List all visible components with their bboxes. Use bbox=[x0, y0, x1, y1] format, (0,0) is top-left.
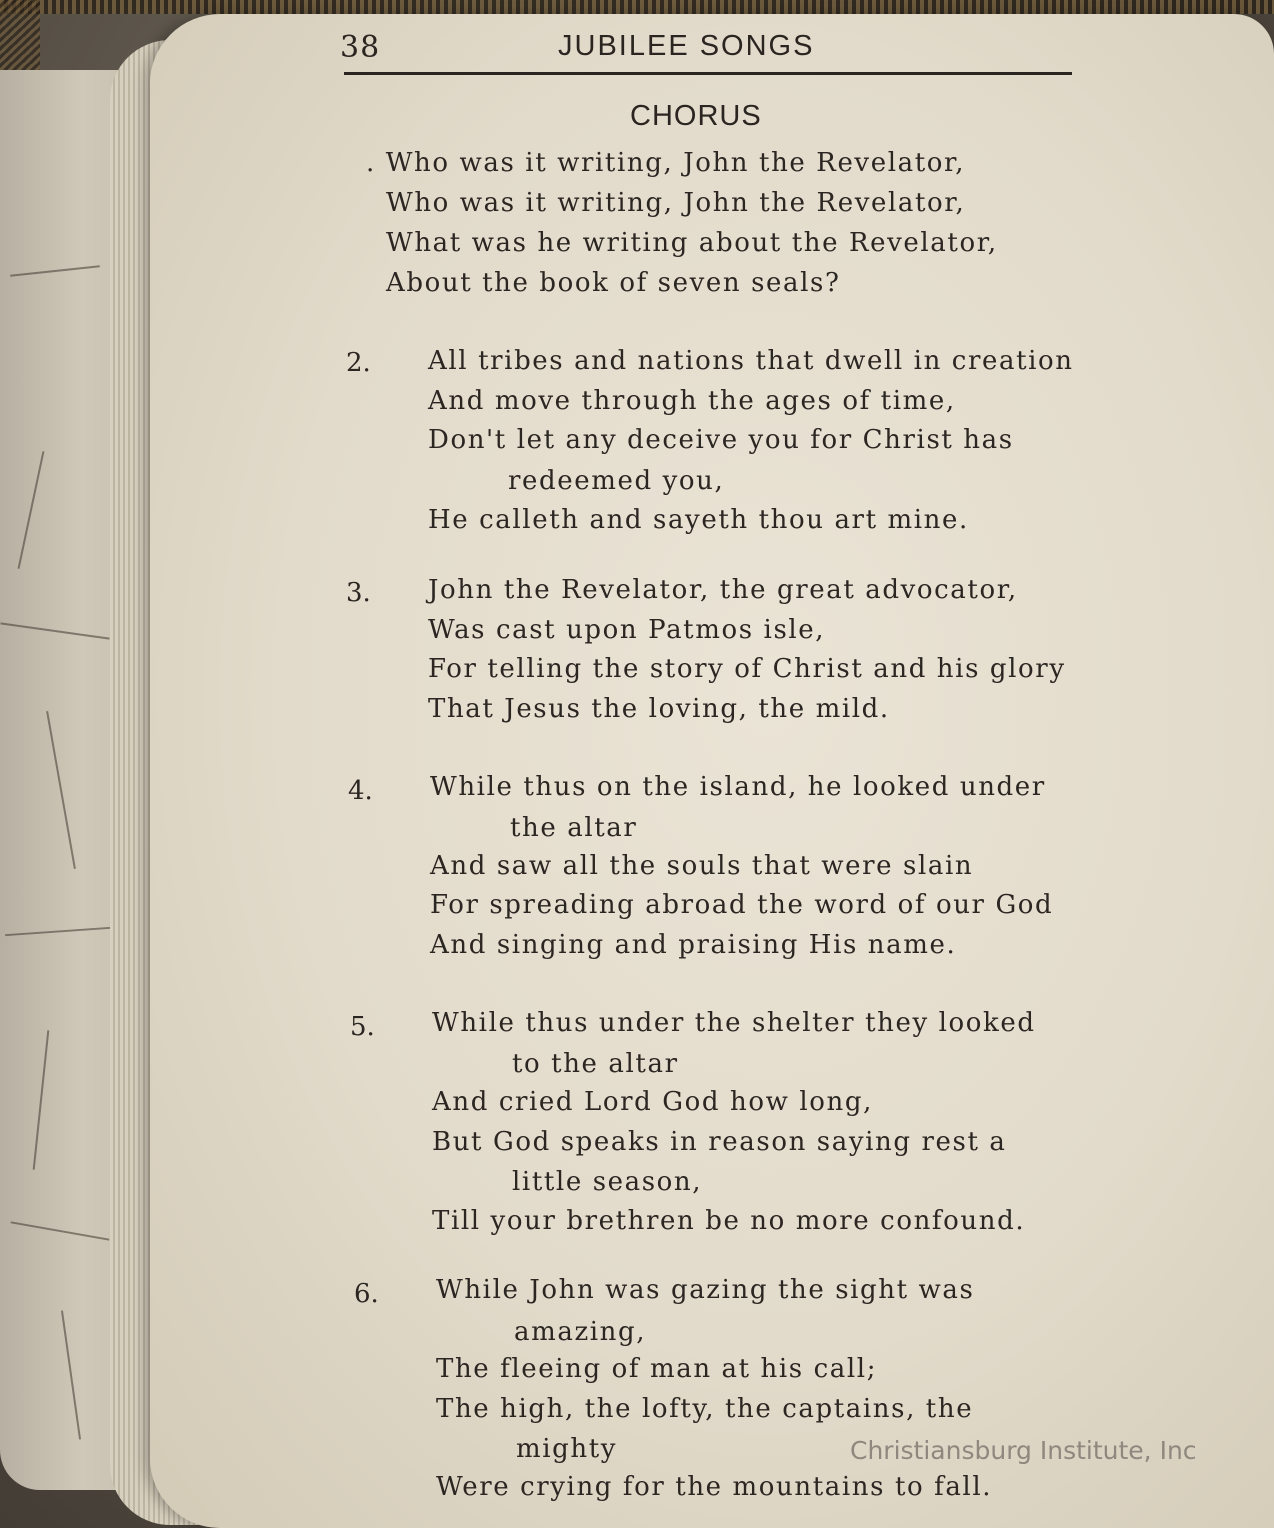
verse-number: 2. bbox=[346, 348, 371, 378]
chorus-line: . Who was it writing, John the Revelator, bbox=[366, 148, 966, 178]
verse-line: While John was gazing the sight was bbox=[436, 1275, 975, 1305]
verse-line: Don't let any deceive you for Christ has bbox=[428, 425, 1014, 455]
verse-line: mighty bbox=[516, 1434, 618, 1464]
verse-line: For spreading abroad the word of our God bbox=[430, 890, 1054, 920]
chorus-line: About the book of seven seals? bbox=[386, 268, 841, 298]
crack bbox=[18, 451, 45, 569]
verse-line: For telling the story of Christ and his glory bbox=[428, 654, 1066, 684]
verse-line: And saw all the souls that were slain bbox=[430, 851, 974, 881]
crack bbox=[33, 1030, 50, 1169]
chorus-line: Who was it writing, John the Revelator, bbox=[386, 188, 966, 218]
crack bbox=[11, 1221, 110, 1240]
crack bbox=[61, 1310, 81, 1439]
verse-line: And cried Lord God how long, bbox=[432, 1087, 873, 1117]
verse-line: While thus under the shelter they looked bbox=[432, 1008, 1036, 1038]
verse-number: 5. bbox=[350, 1012, 375, 1042]
verse-line: Was cast upon Patmos isle, bbox=[428, 615, 826, 645]
verse-line: Were crying for the mountains to fall. bbox=[436, 1472, 993, 1502]
verse-line: the altar bbox=[510, 813, 638, 843]
verse-line: All tribes and nations that dwell in creation bbox=[428, 346, 1074, 376]
crack bbox=[5, 926, 125, 936]
book-title: JUBILEE SONGS bbox=[558, 30, 815, 62]
verse-line: The high, the lofty, the captains, the bbox=[436, 1394, 974, 1424]
crack bbox=[10, 265, 100, 276]
verse-number: 6. bbox=[354, 1279, 379, 1309]
crack bbox=[46, 711, 76, 869]
verse-line: little season, bbox=[512, 1167, 703, 1197]
verse-number: 4. bbox=[348, 776, 373, 806]
verse-line: amazing, bbox=[514, 1317, 647, 1347]
verse-line: John the Revelator, the great advocator, bbox=[428, 575, 1018, 605]
crack bbox=[0, 622, 109, 639]
watermark-credit: Christiansburg Institute, Inc bbox=[850, 1436, 1197, 1465]
zipper bbox=[0, 0, 1274, 14]
verse-line: He calleth and sayeth thou art mine. bbox=[428, 505, 969, 535]
chorus-title: CHORUS bbox=[630, 100, 762, 132]
verse-line: And move through the ages of time, bbox=[428, 386, 956, 416]
verse-number: 3. bbox=[346, 578, 371, 608]
page-header bbox=[340, 30, 1072, 72]
verse-line: Till your brethren be no more confound. bbox=[432, 1206, 1026, 1236]
header-rule bbox=[344, 72, 1072, 75]
verse-line: That Jesus the loving, the mild. bbox=[428, 694, 890, 724]
verse-line: And singing and praising His name. bbox=[430, 930, 957, 960]
verse-line: redeemed you, bbox=[508, 466, 725, 496]
page-number: 38 bbox=[340, 30, 381, 65]
verse-line: The fleeing of man at his call; bbox=[436, 1354, 878, 1384]
verse-line: While thus on the island, he looked under bbox=[430, 772, 1046, 802]
verse-line: to the altar bbox=[512, 1049, 679, 1079]
verse-line: But God speaks in reason saying rest a bbox=[432, 1127, 1007, 1157]
chorus-line: What was he writing about the Revelator, bbox=[386, 228, 998, 258]
